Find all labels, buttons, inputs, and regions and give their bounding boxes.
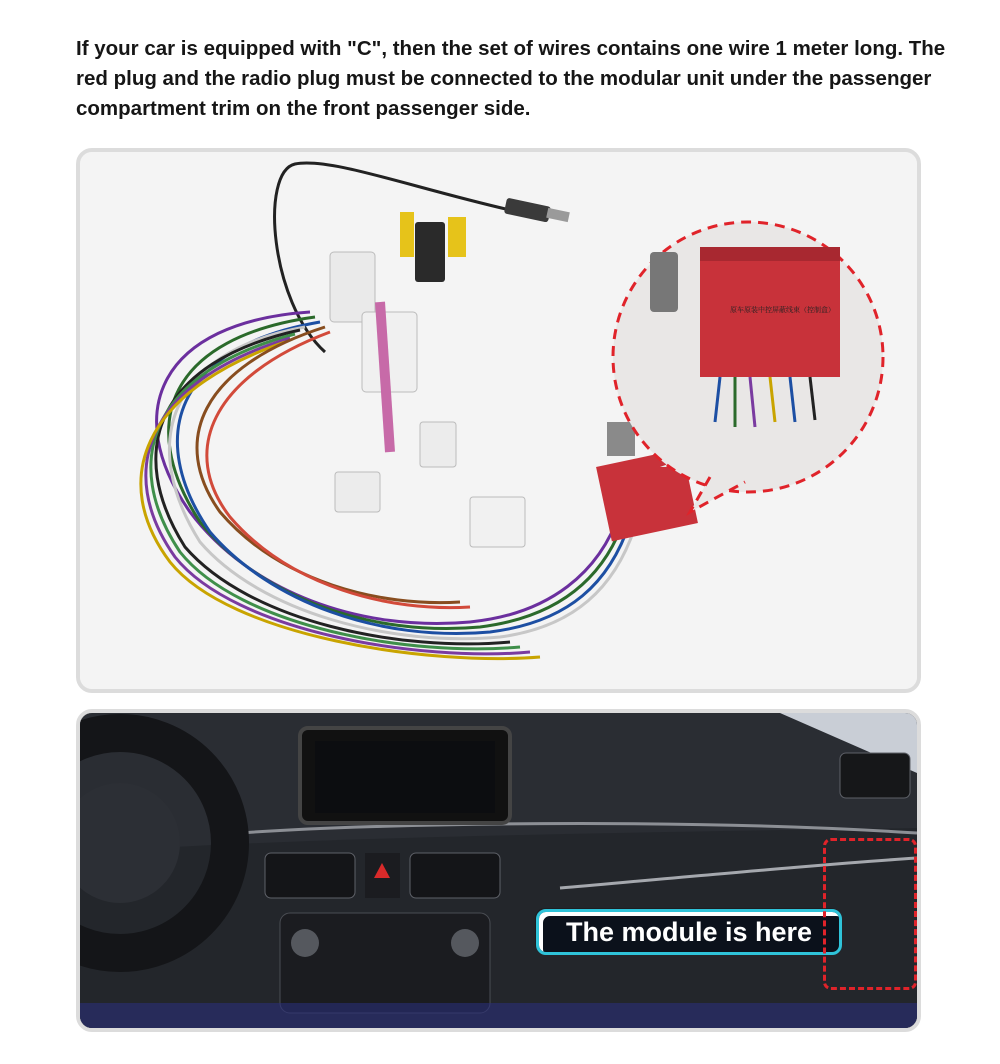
intro-text: If your car is equipped with "C", then the set of wires contains one wire 1 meter long. The red plug and the radio plug must be connected to the modular unit under the passenger compartment trim on the front passenger side. (76, 37, 946, 120)
harness-illustration (80, 152, 917, 689)
module-label-text: 原车原装中控屏蔽线束（控制盒） (730, 306, 835, 314)
harness-photo (76, 148, 921, 693)
module-location-callout: The module is here (536, 909, 842, 955)
module-location-marker (823, 838, 917, 990)
dashboard-illustration (80, 713, 917, 1028)
dashboard-photo (76, 709, 921, 1032)
